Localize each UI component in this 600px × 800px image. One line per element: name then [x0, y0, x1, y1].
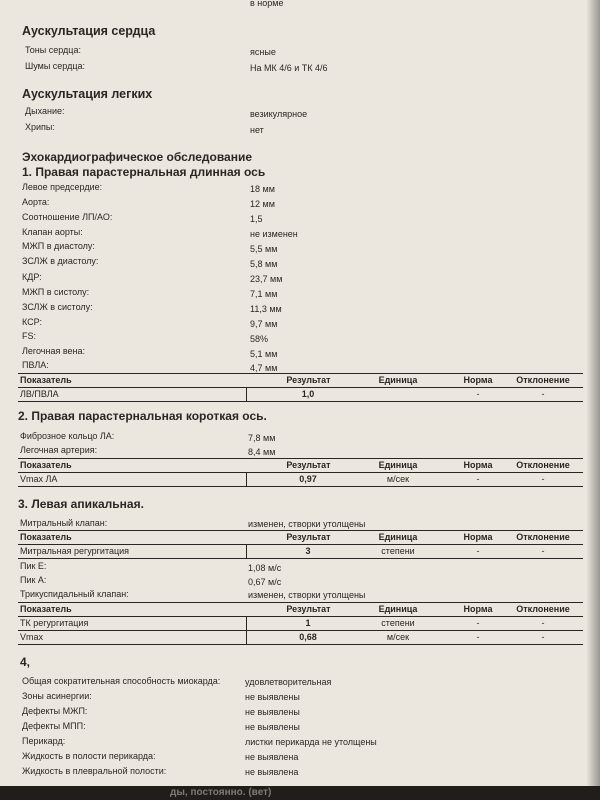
column-divider: [246, 388, 247, 401]
table-row: [18, 631, 583, 645]
cell-norm: -: [476, 389, 480, 399]
table-header-row: [18, 531, 583, 545]
cell-unit: м/сек: [386, 632, 410, 642]
field-label: Дыхание:: [25, 106, 65, 116]
cell-result: 1,0: [301, 389, 315, 399]
field-label: КСР:: [22, 317, 42, 327]
header-deviation: Отклонение: [516, 460, 570, 470]
field-label: Левое предсердие:: [22, 182, 103, 192]
cell-result: 0,97: [299, 474, 317, 484]
field-label: Митральный клапан:: [20, 518, 108, 528]
field-value: 18 мм: [250, 184, 275, 194]
field-value: 9,7 мм: [250, 319, 278, 329]
field-label: Клапан аорты:: [22, 227, 83, 237]
field-label: Жидкость в плевральной полости:: [22, 766, 167, 776]
column-divider: [246, 617, 247, 630]
field-value: не выявлена: [245, 752, 299, 762]
cell-norm: -: [476, 618, 480, 628]
field-label: Пик Е:: [20, 561, 47, 571]
cell-unit: степени: [381, 546, 415, 556]
field-value: 5,1 мм: [250, 349, 278, 359]
table-row: [18, 388, 583, 402]
bottom-dark-strip: [0, 786, 600, 800]
field-value: 0,67 м/с: [248, 577, 282, 587]
column-divider: [246, 545, 247, 558]
field-value: не выявлены: [245, 722, 300, 732]
results-table-4: [18, 602, 583, 645]
section-3-title: 3. Левая апикальная.: [18, 497, 144, 511]
field-label: Легочная артерия:: [20, 445, 98, 455]
header-unit: Единица: [378, 460, 418, 470]
field-value: не выявлена: [245, 767, 299, 777]
field-value: 7,1 мм: [250, 289, 278, 299]
header-result: Результат: [286, 532, 331, 542]
header-result: Результат: [286, 460, 331, 470]
section-1-title: 1. Правая парастернальная длинная ось: [22, 165, 266, 179]
section-4-title: 4,: [20, 655, 31, 669]
field-value: 8,4 мм: [248, 447, 276, 457]
field-value: не выявлены: [245, 707, 300, 717]
table-header-row: [18, 374, 583, 388]
lungs-auscultation-title: Аускультация легких: [22, 87, 153, 101]
field-value: везикулярное: [250, 109, 308, 119]
field-value: На МК 4/6 и ТК 4/6: [250, 63, 328, 73]
field-label: Дефекты МПП:: [22, 721, 86, 731]
header-deviation: Отклонение: [516, 604, 570, 614]
header-deviation: Отклонение: [516, 375, 570, 385]
cell-indicator: Vmax: [20, 632, 44, 642]
field-label: МЖП в диастолу:: [22, 241, 95, 251]
field-label: Тоны сердца:: [25, 45, 81, 55]
field-value: нет: [250, 125, 264, 135]
field-value: 4,7 мм: [250, 363, 278, 373]
header-result: Результат: [286, 604, 331, 614]
table-header-row: [18, 603, 583, 617]
field-label: Пик А:: [20, 575, 47, 585]
field-value: листки перикарда не утолщены: [245, 737, 377, 747]
field-label: ПВЛА:: [22, 360, 49, 370]
field-label: МЖП в систолу:: [22, 287, 90, 297]
cell-unit: степени: [381, 618, 415, 628]
field-label: Хрипы:: [25, 122, 55, 132]
cell-norm: -: [476, 474, 480, 484]
header-indicator: Показатель: [20, 532, 72, 542]
table-header-row: [18, 459, 583, 473]
header-norm: Норма: [463, 460, 493, 470]
table-row: [18, 617, 583, 631]
results-table-1: [18, 373, 583, 402]
header-norm: Норма: [463, 532, 493, 542]
cell-result: 1: [305, 618, 311, 628]
cell-norm: -: [476, 546, 480, 556]
cell-deviation: -: [541, 546, 545, 556]
field-label: ЗСЛЖ в систолу:: [22, 302, 93, 312]
field-label: Перикард:: [22, 736, 66, 746]
field-label: Дефекты МЖП:: [22, 706, 88, 716]
field-value: не изменен: [250, 229, 298, 239]
table-row: [18, 473, 583, 487]
header-deviation: Отклонение: [516, 532, 570, 542]
results-table-2: [18, 458, 583, 487]
cell-norm: -: [476, 632, 480, 642]
header-unit: Единица: [378, 375, 418, 385]
field-value: 58%: [250, 334, 269, 344]
header-norm: Норма: [463, 604, 493, 614]
cell-deviation: -: [541, 474, 545, 484]
header-indicator: Показатель: [20, 460, 72, 470]
field-value: 23,7 мм: [250, 274, 283, 284]
column-divider: [246, 473, 247, 486]
field-label: Аорта:: [22, 197, 50, 207]
field-value: изменен, створки утолщены: [248, 590, 366, 600]
cell-indicator: ЛВ/ПВЛА: [20, 389, 59, 399]
field-value: удовлетворительная: [245, 677, 332, 687]
field-label: Жидкость в полости перикарда:: [22, 751, 156, 761]
cell-indicator: Митральная регургитация: [20, 546, 130, 556]
field-label: Соотношение ЛП/АО:: [22, 212, 113, 222]
column-divider: [246, 631, 247, 644]
field-value: 5,8 мм: [250, 259, 278, 269]
field-label: Общая сократительная способность миокарда:: [22, 676, 221, 686]
cell-result: 0,68: [299, 632, 317, 642]
field-label: Шумы сердца:: [25, 61, 86, 71]
header-result: Результат: [286, 375, 331, 385]
header-unit: Единица: [378, 532, 418, 542]
field-value: 11,3 мм: [250, 304, 282, 314]
results-table-3: [18, 530, 583, 559]
cell-deviation: -: [541, 632, 545, 642]
cell-indicator: ТК регургитация: [20, 618, 89, 628]
field-value: 5,5 мм: [250, 244, 278, 254]
field-value: не выявлены: [245, 692, 300, 702]
section-2-title: 2. Правая парастернальная короткая ось.: [18, 409, 267, 423]
cell-result: 3: [305, 546, 311, 556]
cell-deviation: -: [541, 389, 545, 399]
field-label: Фиброзное кольцо ЛА:: [20, 431, 115, 441]
field-label: Трикуспидальный клапан:: [20, 589, 129, 599]
field-value: 1,08 м/с: [248, 563, 282, 573]
field-value: изменен, створки утолщены: [248, 519, 366, 529]
header-unit: Единица: [378, 604, 418, 614]
bottom-cut-text: ды, постоянно. (вет): [170, 787, 272, 798]
field-label: КДР:: [22, 272, 42, 282]
header-indicator: Показатель: [20, 375, 72, 385]
cell-indicator: Vmax ЛА: [20, 474, 58, 484]
field-value: 7,8 мм: [248, 433, 276, 443]
table-row: [18, 545, 583, 559]
header-norm: Норма: [463, 375, 493, 385]
field-label: Зоны асинергии:: [22, 691, 92, 701]
field-label: ЗСЛЖ в диастолу:: [22, 256, 99, 266]
heart-auscultation-title: Аускультация сердца: [22, 24, 156, 38]
cell-unit: м/сек: [386, 474, 410, 484]
edge-shadow: [586, 0, 600, 800]
header-indicator: Показатель: [20, 604, 72, 614]
echo-title: Эхокардиографическое обследование: [22, 150, 253, 164]
field-value: ясные: [250, 47, 276, 57]
field-value: 12 мм: [250, 199, 275, 209]
top-cut-value: в норме: [250, 0, 284, 8]
cell-deviation: -: [541, 618, 545, 628]
field-label: Легочная вена:: [22, 346, 86, 356]
field-label: FS:: [22, 331, 37, 341]
field-value: 1,5: [250, 214, 263, 224]
